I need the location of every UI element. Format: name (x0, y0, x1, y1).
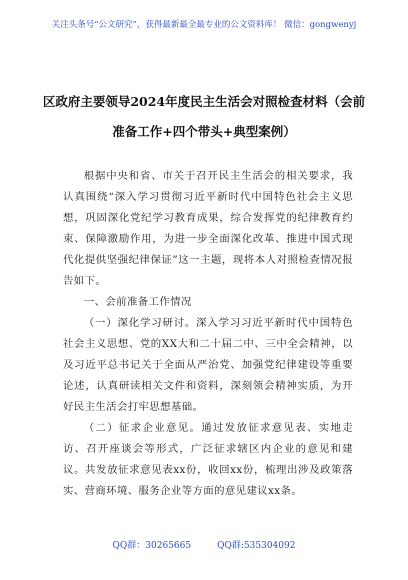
document-body (63, 166, 353, 502)
section-heading: 一、会前准备工作情况 (83, 296, 192, 308)
paragraph-intro: 根据中央和省、市关于召开民主生活会的相关要求，我认真围绕“深入学习贯彻习近平新时代中国特色社会主义思想，巩固深化党纪学习教育成果，综合发挥党的纪律教育约束、保障激励作用，为进一步全面深化改革、推进中国式现代化提供坚强纪律保证”这一主题，现将本人对照检查情况报告如下。 (63, 170, 353, 287)
footer-qq-group-2: QQ群:535304092 (217, 541, 296, 551)
paragraph-study: （一）深化学习研讨。深入学习习近平新时代中国特色社会主义思想、党的XX大和二十届二中、三中全会精神，以及习近平总书记关于全面从严治党、加强党纪律建设等重要论述，认真研读相关文件和资料，深刻领会精神实质，为开好民主生活会打牢思想基础。 (63, 317, 353, 413)
document-title-line-1: 区政府主要领导2024年度民主生活会对照检查材料（会前 (42, 94, 366, 109)
footer-qq-group-1: QQ群：30265665 (112, 541, 192, 551)
document-title-line-2: 准备工作+四个带头+典型案例） (112, 124, 296, 139)
header-banner: 关注头条号“公文研究”，获得最新最全最专业的公文资料库！ 微信：gongwenyj (51, 20, 357, 30)
paragraph-opinions: （二）征求企业意见。通过发放征求意见表、实地走访、召开座谈会等形式，广泛征求辖区内企业的意见和建议。共发放征求意见表xx份，收回xx份，梳理出涉及政策落实、营商环境、服务企业等方面的意见建议xx条。 (63, 422, 353, 497)
footer-contacts (0, 538, 408, 551)
